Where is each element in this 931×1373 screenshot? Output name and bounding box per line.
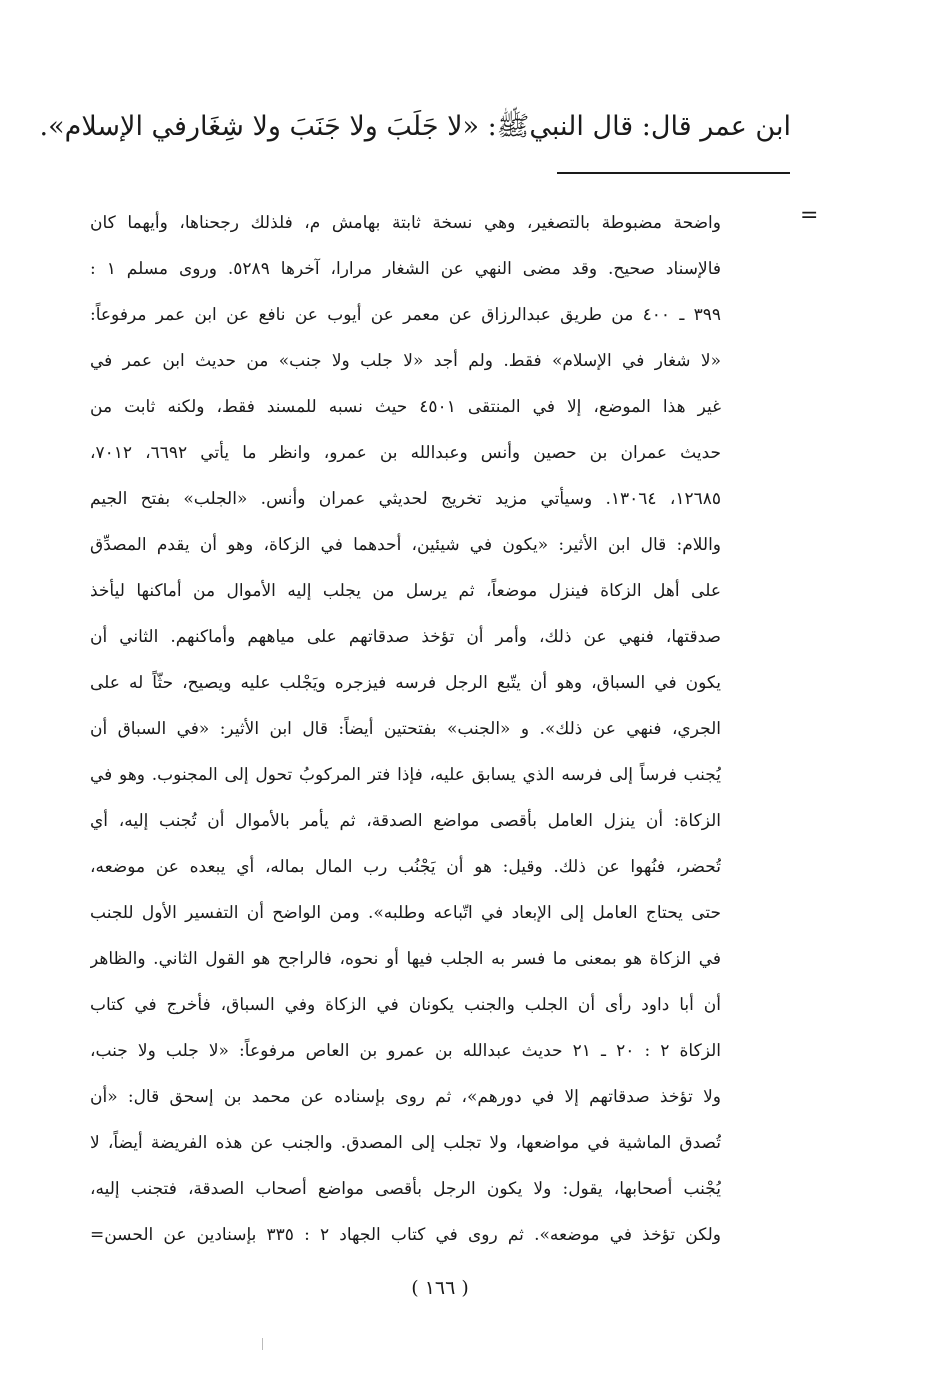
footnote-line: حتى يحتاج العامل إلى الإبعاد في اتّباعه وطلبه». ومن الواضح أن التفسير الأول للجنب — [90, 903, 721, 923]
footnote-line: فالإسناد صحيح. وقد مضى النهي عن الشغار مرارا، آخرها ٥٢٨٩. وروى مسلم ١ : — [90, 259, 721, 279]
footnote-divider — [557, 172, 790, 174]
footnote-line: تُحضر، فنُهوا عن ذلك. وقيل: هو أن يَجْنُب رب المال بماله، أي يبعده عن موضعه، — [90, 857, 721, 877]
footnote-line: الجري، فنهي عن ذلك». و «الجنب» بفتحتين أيضاً: قال ابن الأثير: «في السباق أن — [90, 719, 721, 739]
footnote-line: واللام: قال ابن الأثير: «يكون في شيئين، أحدهما في الزكاة، وهو أن يقدم المصدِّق — [90, 535, 721, 555]
page-number: ( ١٦٦ ) — [411, 1277, 469, 1299]
footnote-line: صدقتها، فنهي عن ذلك، وأمر أن تؤخذ صدقاتهم على مياههم وأماكنهم. الثاني أن — [90, 627, 721, 647]
footnote-line: ٣٩٩ ـ ٤٠٠ من طريق عبدالرزاق عن معمر عن أيوب عن نافع عن ابن عمر مرفوعاً: — [90, 305, 721, 325]
footnote-line: تُصدق الماشية في مواضعها، ولا تجلب إلى المصدق. والجنب عن هذه الفريضة أيضاً، لا — [90, 1133, 721, 1153]
footnote-line: ١٢٦٨٥، ١٣٠٦٤. وسيأتي مزيد تخريج لحديثي عمران وأنس. «الجلب» بفتح الجيم — [90, 489, 721, 509]
footnote-line: على أهل الزكاة فينزل موضعاً، ثم يرسل من يجلب إليه الأموال من أماكنها ليأخذ — [90, 581, 721, 601]
hadith-text: ابن عمر قال: قال النبيﷺ: «لا جَلَبَ ولا جَنَبَ ولا شِغَارفي الإسلام». — [39, 111, 791, 142]
footnote-line: ولكن تؤخذ في موضعه». ثم روى في كتاب الجهاد ٢ : ٣٣٥ بإسنادين عن الحسن= — [90, 1225, 721, 1245]
footnote-line: غير هذا الموضع، إلا في المنتقى ٤٥٠١ حيث نسبه للمسند فقط، ولكنه ثابت من — [90, 397, 721, 417]
footnote-line: يُجنب فرساً إلى فرسه الذي يسابق عليه، فإذا فتر المركوبُ تحول إلى المجنوب. وهو في — [90, 765, 721, 785]
footnote-line: الزكاة ٢ : ٢٠ ـ ٢١ حديث عبدالله بن عمرو بن العاص مرفوعاً: «لا جلب ولا جنب، — [90, 1041, 721, 1061]
footnote-line: ولا تؤخذ صدقاتهم إلا في دورهم»، ثم روى بإسناده عن محمد بن إسحق قال: «أن — [90, 1087, 721, 1107]
footnote-line: واضحة مضبوطة بالتصغير، وهي نسخة ثابتة بهامش م، فلذلك رجحناها، وأيهما كان — [90, 213, 721, 233]
footnote-line: أن أبا داود رأى أن الجلب والجنب يكونان في الزكاة وفي السباق، فأخرج في كتاب — [90, 995, 721, 1015]
footnote-line: «لا شغار في الإسلام» فقط. ولم أجد «لا جلب ولا جنب» من حديث ابن عمر في — [90, 351, 721, 371]
scan-artifact — [262, 1338, 263, 1350]
footnote-line: يُجْنب أصحابها، يقول: ولا يكون الرجل بأقصى مواضع أصحاب الصدقة، فتجنب إليه، — [90, 1179, 721, 1199]
continuation-mark: = — [800, 203, 819, 228]
footnote-line: في الزكاة هو بمعنى ما فسر به الجلب فيها أو نحوه، فالراجح هو القول الثاني. والظاهر — [90, 949, 721, 969]
footnote-line: حديث عمران بن حصين وأنس وعبدالله بن عمرو، وانظر ما يأتي ٦٦٩٢، ٧٠١٢، — [90, 443, 721, 463]
footnote-line: الزكاة: أن ينزل العامل بأقصى مواضع الصدقة، ثم يأمر بالأموال أن تُجنب إليه، أي — [90, 811, 721, 831]
footnote-line: يكون في السباق، وهو أن يتّبع الرجل فرسه فيزجره ويَجْلب عليه ويصيح، حثّاً له على — [90, 673, 721, 693]
footnote-block — [90, 200, 721, 1258]
